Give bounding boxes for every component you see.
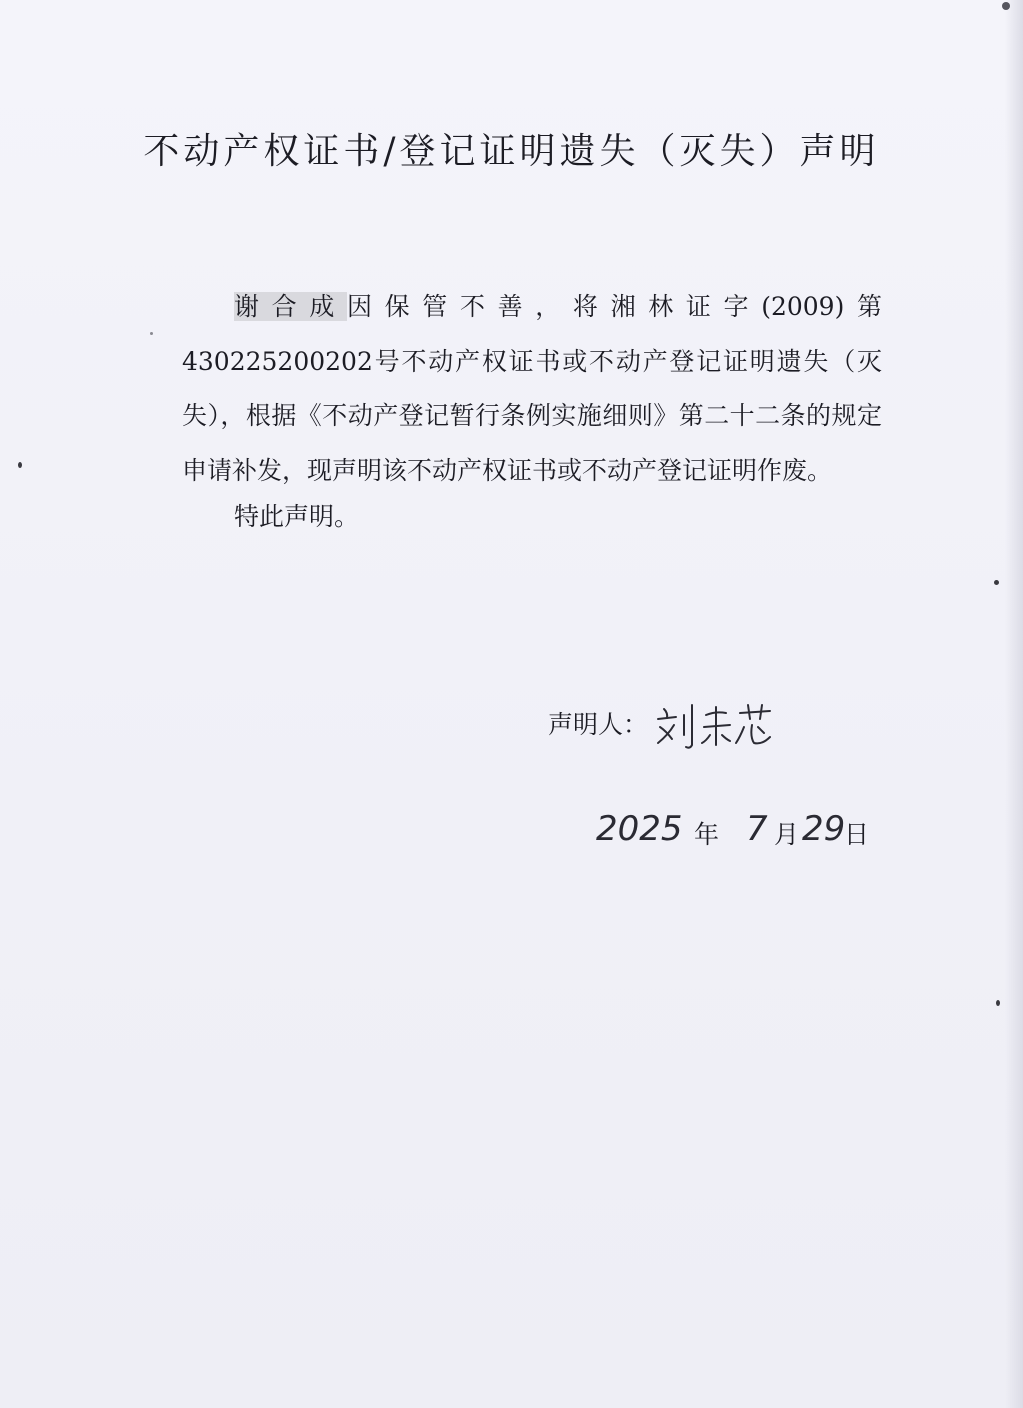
date-day: 29 — [802, 809, 846, 849]
date-row — [596, 805, 886, 861]
scan-speck — [150, 332, 153, 335]
highlighted-name: 谢合成 — [234, 292, 347, 321]
handwritten-signature — [650, 697, 780, 753]
declarant-label: 声明人： — [548, 710, 649, 739]
declarant-row — [548, 700, 780, 750]
date-year-unit: 年 — [694, 820, 720, 849]
date-year: 2025 — [596, 809, 683, 849]
date-day-unit: 日 — [844, 820, 870, 849]
scan-speck — [1002, 2, 1010, 10]
scan-speck — [994, 580, 999, 585]
scan-speck — [18, 462, 22, 468]
scan-edge — [1005, 0, 1023, 1408]
statement-body — [182, 280, 882, 498]
statement-text: 因保管不善，将湘林证字(2009)第 430225200202号不动产权证书或不动产登记证明遗失（灭失），根据《不动产登记暂行条例实施细则》第二十二条的规定申请补发，现声明该不动产权证书或不动产登记证明作废。 — [182, 292, 882, 485]
closing-line: 特此声明。 — [234, 502, 360, 531]
date-month: 7 — [746, 809, 768, 849]
date-month-unit: 月 — [774, 820, 800, 849]
scan-speck — [996, 1000, 1000, 1006]
document-title: 不动产权证书/登记证明遗失（灭失）声明 — [143, 131, 880, 172]
